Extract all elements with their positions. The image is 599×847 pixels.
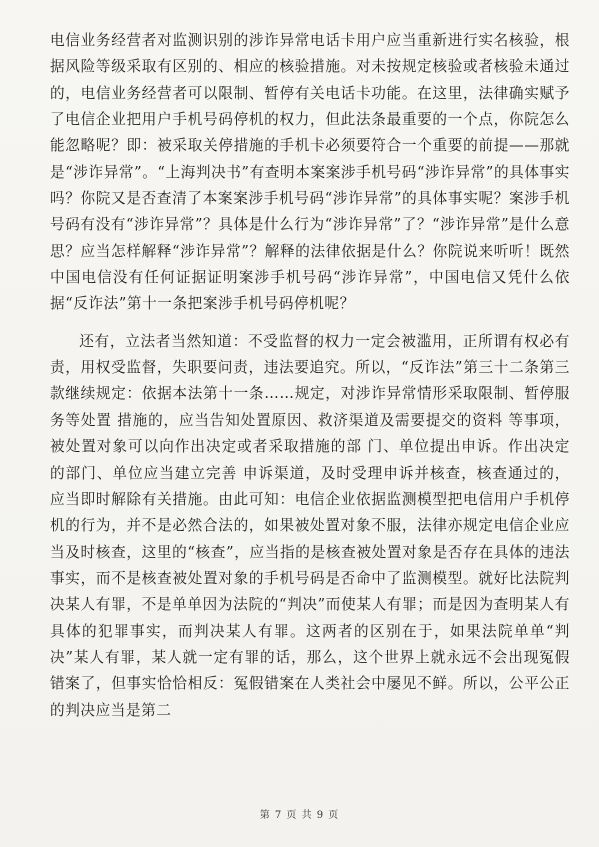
page-number-footer: 第 7 页 共 9 页 bbox=[259, 810, 340, 821]
paragraph-2: 还有，立法者当然知道：不受监督的权力一定会被滥用，正所谓有权必有责，用权受监督，失职要问责，违法要追究。所以，“反诈法”第三十二条第三款继续规定：依据本法第十一条……规定，对涉诈异常情形采取限制、暂停服务等处置 措施的，应当告知处置原因、救济渠道及需要提交的资料 等事项，被处置对象可以向作出决定或者采取措施的部 门、单位提出申诉。作出决定的部门、单位应当建立完善 申诉渠道，及时受理申诉并核查，核查通过的，应当即时解除有关措施。由此可知：电信企业依据监测模型把电信用户手机停机的行为，并不是必然合法的，如果被处置对象不服，法律亦规定电信企业应当及时核查，这里的“核查”，应当指的是核查被处置对象是否存在具体的违法事实，而不是核查被处置对象的手机号码是否命中了监测模型。就好比法院判决某人有罪，不是单单因为法院的“判决”而使某人有罪；而是因为查明某人有具体的犯罪事实，而判决某人有罪。这两者的区别在于，如果法院单单“判决”某人有罪，某人就一定有罪的话，那么，这个世界上就永远不会出现冤假错案了，但事实恰恰相反：冤假错案在人类社会中屡见不鲜。所以，公平公正的判决应当是第二 bbox=[50, 332, 570, 719]
paragraph-1: 电信业务经营者对监测识别的涉诈异常电话卡用户应当重新进行实名核验，根据风险等级采取有区别的、相应的核验措施。对未按规定核验或者核验未通过的，电信业务经营者可以限制、暂停有关电话卡功能。在这里，法律确实赋予了电信企业把用户手机号码停机的权力，但此法条最重要的一个点，你院怎么能忽略呢？即：被采取关停措施的手机卡必须要符合一个重要的前提——那就是“涉诈异常”。“上海判决书”有查明本案案涉手机号码“涉诈异常”的具体事实吗？你院又是否查清了本案案涉手机号码“涉诈异常”的具体事实呢？案涉手机号码有没有“涉诈异常”？具体是什么行为“涉诈异常”了？“涉诈异常”是什么意思？应当怎样解释“涉诈异常”？解释的法律依据是什么？你院说来听听！既然中国电信没有任何证据证明案涉手机号码“涉诈异常”，中国电信又凭什么依据“反诈法”第十一条把案涉手机号码停机呢？ bbox=[50, 32, 570, 313]
document-body bbox=[50, 28, 570, 724]
